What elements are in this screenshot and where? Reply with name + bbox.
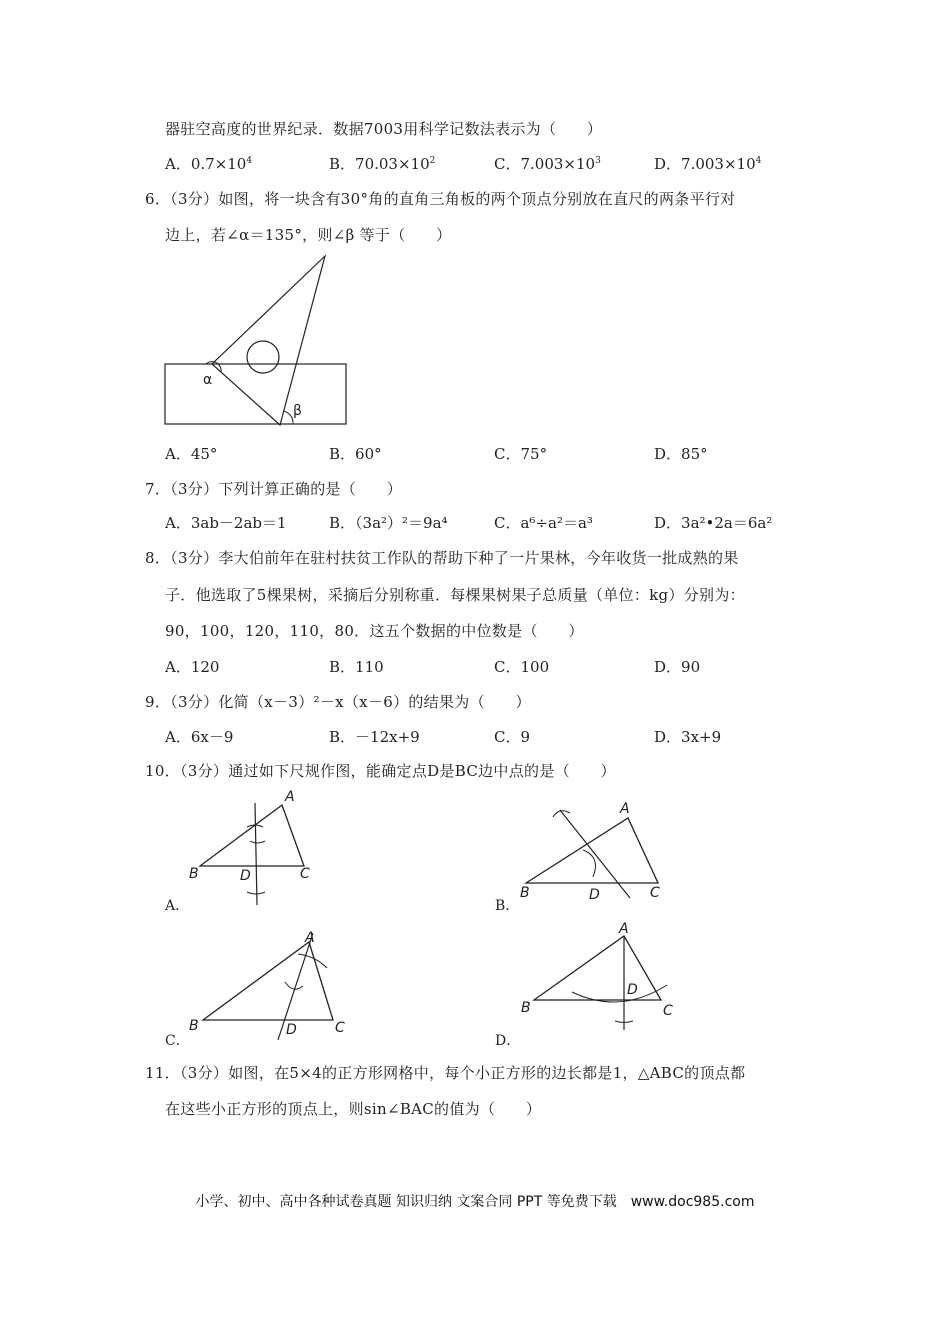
q7-option-b: B．（3a²）²＝9a⁴ [329,514,448,532]
q10-figure-a [185,785,325,910]
fig-c-point-d: D [286,1022,297,1038]
q9-option-c: C．9 [494,728,531,746]
q10-option-c: C． [165,1033,190,1049]
q7-option-d: D．3a²•2a＝6a² [654,514,773,532]
q9-stem: 9．（3分）化简（x－3）²－x（x－6）的结果为（ ） [145,693,531,711]
q8-option-b: B．110 [329,658,384,676]
q10-figure-c [185,928,355,1043]
q10-figure-d [515,920,685,1035]
q10-option-a: A． [165,898,190,914]
fig-d-point-b: B [521,1000,531,1016]
q8-stem-line3: 90，100，120，110，80．这五个数据的中位数是（ ） [165,622,584,640]
fig-c-point-a: A [305,930,315,946]
q6-option-b: B．60° [329,445,382,463]
fig-b-point-d: D [589,887,600,903]
q5-option-d: D．$7.003\times 10^4$ [654,155,762,173]
triangle-ruler [212,256,325,425]
q8-option-c: C．100 [494,658,550,676]
fig-c-point-c: C [335,1020,345,1036]
q10-stem: 10．（3分）通过如下尺规作图，能确定点D是BC边中点的是（ ） [145,762,616,780]
fig-a-point-a: A [285,789,295,805]
q6-figure [160,250,360,435]
q10-option-d: D． [495,1033,521,1049]
fig-b-point-c: C [650,885,660,901]
q6-option-d: D．85° [654,445,708,463]
fig-d-point-d: D [627,982,638,998]
fig-b-point-a: A [620,801,630,817]
q9-option-a: A．6x－9 [165,728,234,746]
page-footer: 小学、初中、高中各种试卷真题 知识归纳 文案合同 PPT 等免费下载 www.doc985.com [195,1194,755,1210]
q8-stem-line1: 8．（3分）李大伯前年在驻村扶贫工作队的帮助下种了一片果林，今年收货一批成熟的果 [145,549,739,567]
fig-d-point-c: C [663,1003,673,1019]
q8-option-d: D．90 [654,658,701,676]
q10-figure-b [515,795,675,905]
beta-arc [283,411,293,424]
alpha-label: α [203,372,213,388]
q5-option-b: B．$70.03\times 10^2$ [329,155,436,173]
q5-option-a: A．$0.7\times 10^4$ [165,155,253,173]
q6-stem-line1: 6．（3分）如图，将一块含有30°角的直角三角板的两个顶点分别放在直尺的两条平行对 [145,190,736,208]
fig-a-point-c: C [300,866,310,882]
q9-option-d: D．3x+9 [654,728,722,746]
fig-c-point-b: B [189,1018,199,1034]
triangle-hole [247,341,279,373]
q8-stem-line2: 子．他选取了5棵果树，采摘后分别称重．每棵果树果子总质量（单位：kg）分别为： [165,586,745,604]
q7-option-a: A．3ab－2ab＝1 [165,514,287,532]
beta-label: β [293,403,302,419]
q11-stem-line2: 在这些小正方形的顶点上，则sin∠BAC的值为（ ） [165,1100,542,1118]
q11-stem-line1: 11．（3分）如图，在5×4的正方形网格中，每个小正方形的边长都是1，△ABC的顶点都 [145,1064,746,1082]
q7-option-c: C．a⁶÷a²＝a³ [494,514,593,532]
fig-b-point-b: B [520,885,530,901]
q10-option-b: B． [495,898,520,914]
fig-a-point-d: D [240,868,251,884]
q8-option-a: A．120 [165,658,220,676]
q9-option-b: B．－12x+9 [329,728,420,746]
q6-stem-line2: 边上，若∠α＝135°，则∠β 等于（ ） [165,226,452,244]
fig-d-point-a: A [619,921,629,937]
q7-stem: 7．（3分）下列计算正确的是（ ） [145,480,402,498]
q5-stem-continuation: 器驻空高度的世界纪录．数据7003用科学记数法表示为（ ） [165,120,603,138]
q6-option-c: C．75° [494,445,548,463]
q5-option-c: C．$7.003\times 10^3$ [494,155,601,173]
q6-option-a: A．45° [165,445,218,463]
fig-a-point-b: B [189,866,199,882]
ruler [165,364,346,424]
